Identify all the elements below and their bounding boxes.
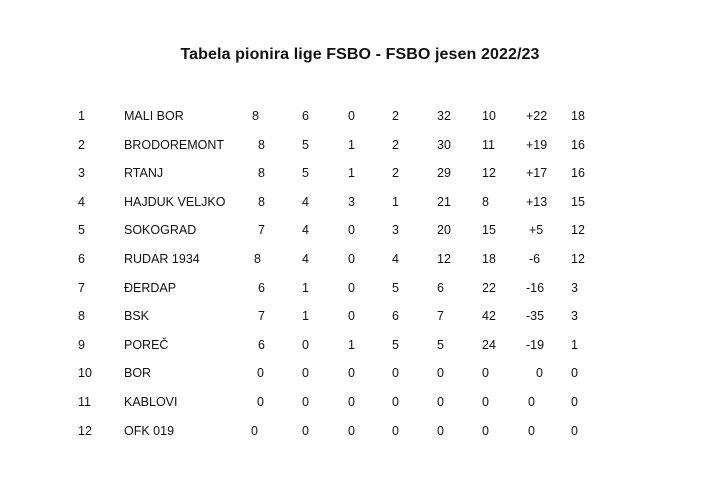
goals-for-cell: 0 (437, 366, 444, 381)
won-cell: 0 (302, 337, 309, 352)
goals-for-cell: 6 (437, 280, 444, 295)
goals-against-cell: 11 (482, 137, 495, 152)
points-cell: 12 (571, 251, 585, 266)
drawn-cell: 1 (348, 137, 355, 152)
drawn-cell: 0 (348, 366, 355, 381)
goals-for-cell: 5 (437, 337, 444, 352)
goals-for-cell: 29 (437, 166, 451, 181)
lost-cell: 0 (392, 423, 399, 438)
position-cell: 4 (78, 194, 85, 209)
goals-for-cell: 21 (437, 194, 451, 209)
points-cell: 0 (571, 366, 578, 381)
position-cell: 11 (78, 394, 91, 409)
goals-for-cell: 12 (437, 251, 451, 266)
team-name-cell: SOKOGRAD (124, 223, 197, 238)
goal-diff-cell: +17 (526, 166, 548, 181)
table-row (0, 192, 720, 221)
goals-against-cell: 0 (482, 366, 489, 381)
drawn-cell: 0 (348, 423, 355, 438)
lost-cell: 5 (392, 280, 399, 295)
points-cell: 3 (571, 309, 578, 324)
position-cell: 10 (78, 366, 92, 381)
lost-cell: 6 (392, 309, 399, 324)
lost-cell: 2 (392, 109, 399, 123)
team-name-cell: POREČ (124, 337, 169, 352)
won-cell: 0 (302, 394, 309, 409)
won-cell: 0 (302, 366, 309, 381)
won-cell: 6 (302, 109, 309, 123)
played-cell: 8 (258, 166, 265, 181)
won-cell: 5 (302, 137, 309, 152)
drawn-cell: 3 (348, 194, 355, 209)
goals-for-cell: 0 (437, 423, 444, 438)
points-cell: 15 (571, 194, 585, 209)
goals-for-cell: 0 (437, 394, 444, 409)
points-cell: 1 (571, 337, 578, 352)
position-cell: 2 (78, 137, 85, 152)
position-cell: 1 (78, 109, 85, 123)
lost-cell: 0 (392, 366, 399, 381)
goals-against-cell: 10 (482, 109, 496, 123)
position-cell: 9 (78, 337, 85, 352)
team-name-cell: BOR (124, 366, 152, 381)
goals-against-cell: 0 (482, 394, 489, 409)
goal-diff-cell: 0 (528, 423, 535, 438)
table-row (0, 163, 720, 192)
position-cell: 6 (78, 251, 85, 266)
team-name-cell: HAJDUK VELJKO (124, 194, 226, 209)
played-cell: 7 (258, 223, 265, 238)
team-name-cell: OFK 019 (124, 423, 175, 438)
lost-cell: 1 (392, 194, 399, 209)
lost-cell: 5 (392, 337, 399, 352)
goals-against-cell: 0 (482, 423, 489, 438)
table-row (0, 249, 720, 278)
team-name-cell: MALI BOR (124, 109, 184, 123)
table-row (0, 106, 720, 135)
goal-diff-cell: 0 (528, 394, 535, 409)
position-cell: 8 (78, 309, 85, 324)
goals-against-cell: 24 (482, 337, 496, 352)
drawn-cell: 0 (348, 251, 355, 266)
played-cell: 8 (258, 194, 265, 209)
goals-against-cell: 22 (482, 280, 496, 295)
played-cell: 0 (257, 394, 264, 409)
standings-table (0, 106, 720, 449)
drawn-cell: 1 (348, 166, 355, 181)
team-name-cell: RTANJ (124, 166, 164, 181)
played-cell: 7 (258, 309, 265, 324)
lost-cell: 4 (392, 251, 399, 266)
points-cell: 0 (571, 394, 578, 409)
position-cell: 5 (78, 223, 85, 238)
goal-diff-cell: -6 (529, 251, 541, 266)
table-row (0, 392, 720, 421)
played-cell: 6 (258, 280, 265, 295)
table-row (0, 421, 720, 450)
won-cell: 0 (302, 423, 309, 438)
table-row (0, 220, 720, 249)
goals-against-cell: 42 (482, 309, 496, 324)
lost-cell: 0 (392, 394, 399, 409)
team-name-cell: KABLOVI (124, 394, 178, 409)
table-title: Tabela pionira lige FSBO - FSBO jesen 2022/23 (180, 46, 540, 63)
points-cell: 16 (571, 137, 585, 152)
won-cell: 1 (302, 309, 309, 324)
position-cell: 7 (78, 280, 85, 295)
played-cell: 0 (257, 366, 264, 381)
table-row (0, 135, 720, 164)
goals-against-cell: 15 (482, 223, 496, 238)
points-cell: 18 (571, 109, 585, 123)
won-cell: 1 (302, 280, 309, 295)
points-cell: 3 (571, 280, 578, 295)
goals-for-cell: 20 (437, 223, 451, 238)
won-cell: 5 (302, 166, 309, 181)
lost-cell: 2 (392, 166, 399, 181)
goals-for-cell: 7 (437, 309, 444, 324)
drawn-cell: 0 (348, 280, 355, 295)
drawn-cell: 0 (348, 309, 355, 324)
goal-diff-cell: +22 (526, 109, 548, 123)
goal-diff-cell: -19 (526, 337, 545, 352)
drawn-cell: 1 (348, 337, 355, 352)
team-name-cell: BSK (124, 309, 150, 324)
lost-cell: 3 (392, 223, 399, 238)
played-cell: 8 (258, 137, 265, 152)
points-cell: 0 (571, 423, 578, 438)
played-cell: 8 (252, 109, 259, 123)
points-cell: 16 (571, 166, 585, 181)
drawn-cell: 0 (348, 109, 355, 123)
drawn-cell: 0 (348, 223, 355, 238)
goal-diff-cell: +13 (526, 194, 548, 209)
team-name-cell: ĐERDAP (124, 280, 177, 295)
goals-for-cell: 30 (437, 137, 451, 152)
goal-diff-cell: -35 (526, 309, 545, 324)
table-row (0, 306, 720, 335)
goals-against-cell: 8 (482, 194, 489, 209)
played-cell: 8 (254, 251, 261, 266)
won-cell: 4 (302, 194, 309, 209)
goals-against-cell: 18 (482, 251, 496, 266)
drawn-cell: 0 (348, 394, 355, 409)
goal-diff-cell: -16 (526, 280, 545, 295)
goal-diff-cell: +19 (526, 137, 548, 152)
table-row (0, 278, 720, 307)
won-cell: 4 (302, 251, 309, 266)
team-name-cell: RUDAR 1934 (124, 251, 200, 266)
goal-diff-cell: 0 (536, 366, 543, 381)
won-cell: 4 (302, 223, 309, 238)
position-cell: 3 (78, 166, 85, 181)
team-name-cell: BRODOREMONT (124, 137, 224, 152)
played-cell: 6 (258, 337, 265, 352)
lost-cell: 2 (392, 137, 399, 152)
played-cell: 0 (251, 423, 258, 438)
goals-against-cell: 12 (482, 166, 496, 181)
table-row (0, 335, 720, 364)
goals-for-cell: 32 (437, 109, 451, 123)
points-cell: 12 (571, 223, 585, 238)
position-cell: 12 (78, 423, 92, 438)
table-row (0, 363, 720, 392)
goal-diff-cell: +5 (529, 223, 544, 238)
